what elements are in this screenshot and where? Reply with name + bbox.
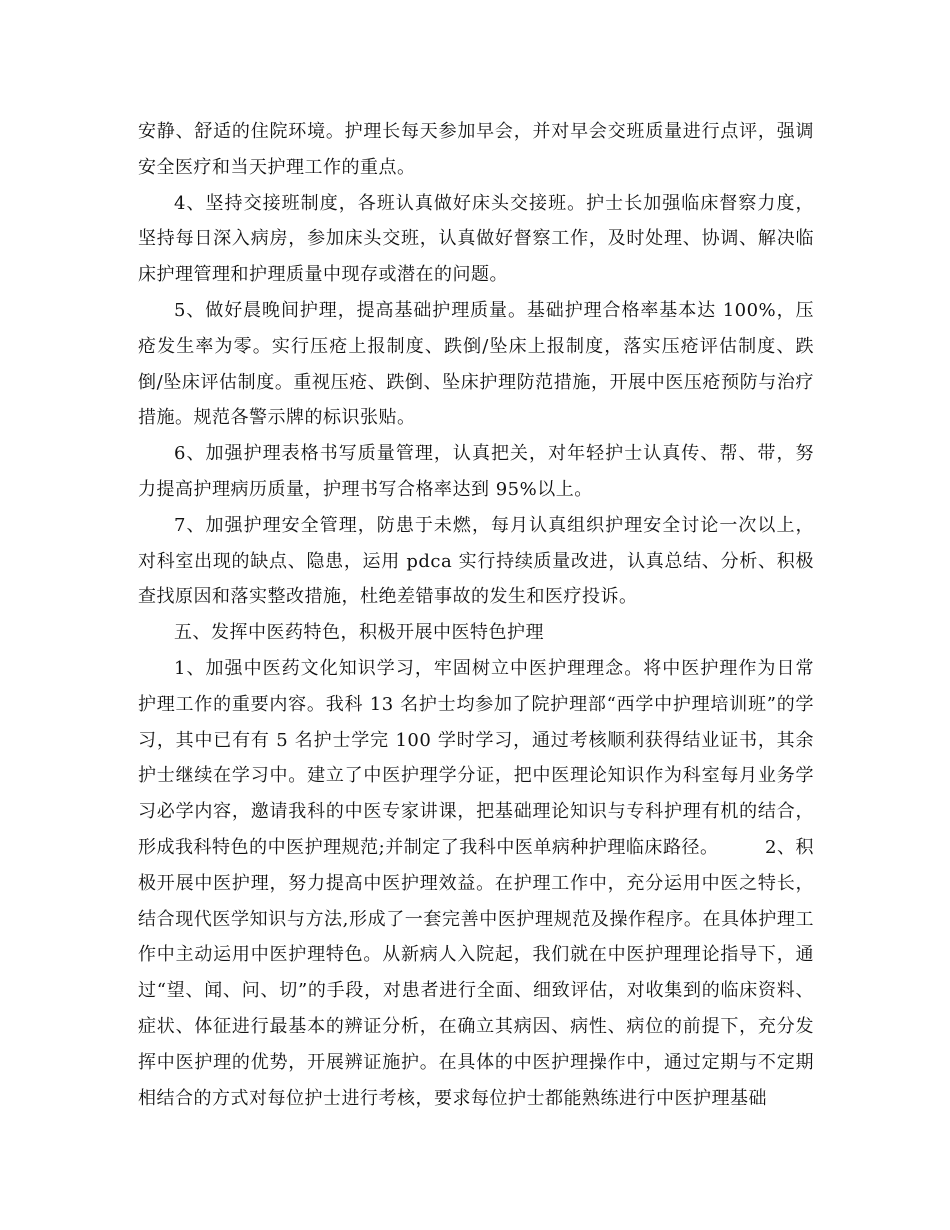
section-heading-5: 五、发挥中医药特色，积极开展中医特色护理 [174, 622, 544, 644]
paragraph-item-5: 5、做好晨晚间护理，提高基础护理质量。基础护理合格率基本达 100%，压疮发生率为零。实行压疮上报制度、跌倒/坠床上报制度，落实压疮评估制度、跌倒/坠床评估制度。重视压疮、跌倒、坠床护理防范措施，开展中医压疮预防与治疗措施。规范各警示牌的标识张贴。 [138, 299, 814, 429]
paragraph-continuation: 安静、舒适的住院环境。护理长每天参加早会，并对早会交班质量进行点评，强调安全医疗和当天护理工作的重点。 [138, 121, 814, 178]
paragraph-item-6: 6、加强护理表格书写质量管理，认真把关，对年轻护士认真传、帮、带，努力提高护理病历质量，护理书写合格率达到 95%以上。 [138, 443, 814, 500]
paragraph-tcm-items: 1、加强中医药文化知识学习，牢固树立中医护理理念。将中医护理作为日常护理工作的重要内容。我科 13 名护士均参加了院护理部“西学中护理培训班”的学习，其中已有有 5 名护士学完 100 学时学习，通过考核顺利获得结业证书，其余护士继续在学习中。建立了中医护理学分证，把中医理论知识作为科室每月业务学习必学内容，邀请我科的中医专家讲课，把基础理论知识与专科护理有机的结合，形成我科特色的中医护理规范;并制定了我科中医单病种护理临床路径。 2、积极开展中医护理，努力提高中医护理效益。在护理工作中，充分运用中医之特长，结合现代医学知识与方法,形成了一套完善中医护理规范及操作程序。在具体护理工作中主动运用中医护理特色。从新病人入院起，我们就在中医护理理论指导下，通过“望、闻、问、切”的手段，对患者进行全面、细致评估，对收集到的临床资料、症状、体征进行最基本的辨证分析，在确立其病因、病性、病位的前提下，充分发挥中医护理的优势，开展辨证施护。在具体的中医护理操作中，通过定期与不定期相结合的方式对每位护士进行考核，要求每位护士都能熟练进行中医护理基础 [138, 657, 814, 1109]
document-body [138, 114, 814, 1116]
paragraph-item-7: 7、加强护理安全管理，防患于未燃，每月认真组织护理安全讨论一次以上，对科室出现的缺点、隐患，运用 pdca 实行持续质量改进，认真总结、分析、积极查找原因和落实整改措施，杜绝差错事故的发生和医疗投诉。 [138, 514, 814, 608]
paragraph-item-4: 4、坚持交接班制度，各班认真做好床头交接班。护士长加强临床督察力度，坚持每日深入病房，参加床头交班，认真做好督察工作，及时处理、协调、解决临床护理管理和护理质量中现存或潜在的问题。 [138, 192, 814, 286]
